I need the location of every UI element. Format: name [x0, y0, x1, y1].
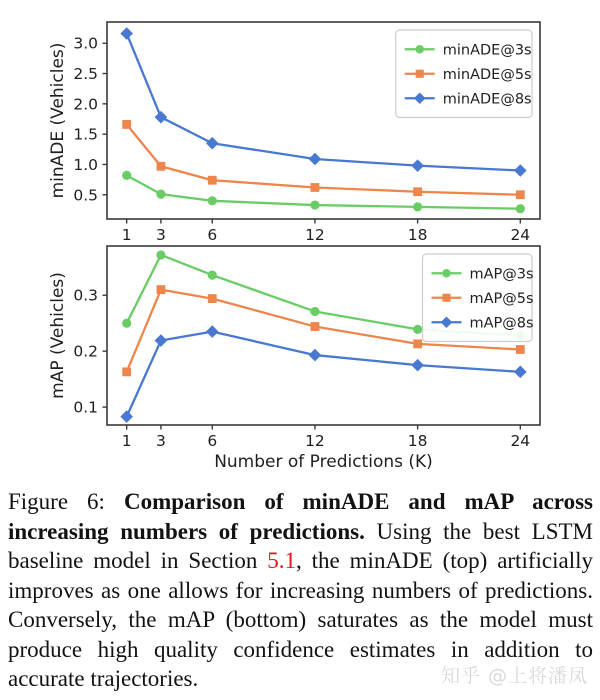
legend: [396, 30, 532, 118]
x-tick-label: 6: [207, 432, 218, 450]
legend-label-mAP@3s: mAP@3s: [469, 266, 534, 283]
subplot-0: [48, 22, 540, 244]
y-tick-label: 0.5: [73, 186, 98, 205]
y-tick-label: 1.5: [73, 125, 98, 144]
y-axis-label: mAP (Vehicles): [48, 272, 68, 399]
x-tick-label: 18: [407, 432, 428, 450]
y-axis-label: minADE (Vehicles): [48, 42, 68, 199]
y-tick-label: 2.5: [73, 65, 98, 84]
legend-label-mAP@5s: mAP@5s: [469, 290, 534, 307]
x-tick-label: 24: [510, 432, 531, 450]
legend-label-mAP@8s: mAP@8s: [469, 315, 534, 332]
legend-label-minADE@3s: minADE@3s: [442, 42, 532, 59]
x-tick-label: 1: [121, 226, 132, 244]
x-axis-label: Number of Predictions (K): [214, 452, 433, 470]
y-tick-label: 2.0: [73, 95, 98, 114]
x-tick-label: 12: [305, 432, 325, 450]
caption-run-4: , the minADE (top) artificially improves as one allows for increasing numbers of predictions. Conversely, the mAP (bottom) saturates as the model must produce high quality confidence estimates in addition to accurate trajectories.: [8, 548, 593, 691]
x-tick-label: 24: [510, 226, 531, 244]
legend-label-minADE@5s: minADE@5s: [442, 66, 532, 83]
caption-run-2: Using the best LSTM baseline model in Section: [8, 518, 593, 573]
y-tick-label: 0.1: [73, 398, 98, 417]
x-tick-label: 1: [121, 432, 132, 450]
y-tick-label: 0.3: [73, 286, 98, 305]
x-tick-label: 18: [407, 226, 428, 244]
x-tick-label: 12: [305, 226, 325, 244]
subplot-1: [48, 246, 540, 470]
x-tick-label: 3: [155, 432, 166, 450]
y-tick-label: 0.2: [73, 342, 98, 361]
caption-run-0: Figure 6:: [8, 489, 124, 514]
section-5-1-link[interactable]: 5.1: [267, 548, 297, 573]
y-tick-label: 1.0: [73, 155, 98, 174]
legend-label-minADE@8s: minADE@8s: [442, 91, 532, 108]
caption-run-1: Comparison of minADE and mAP across increasing numbers of predictions.: [8, 489, 593, 544]
x-tick-label: 6: [207, 226, 218, 244]
zhihu-watermark: 知乎 @上将潘凤: [440, 665, 588, 687]
y-tick-label: 3.0: [73, 34, 98, 53]
legend: [422, 254, 533, 342]
x-tick-label: 3: [155, 226, 166, 244]
